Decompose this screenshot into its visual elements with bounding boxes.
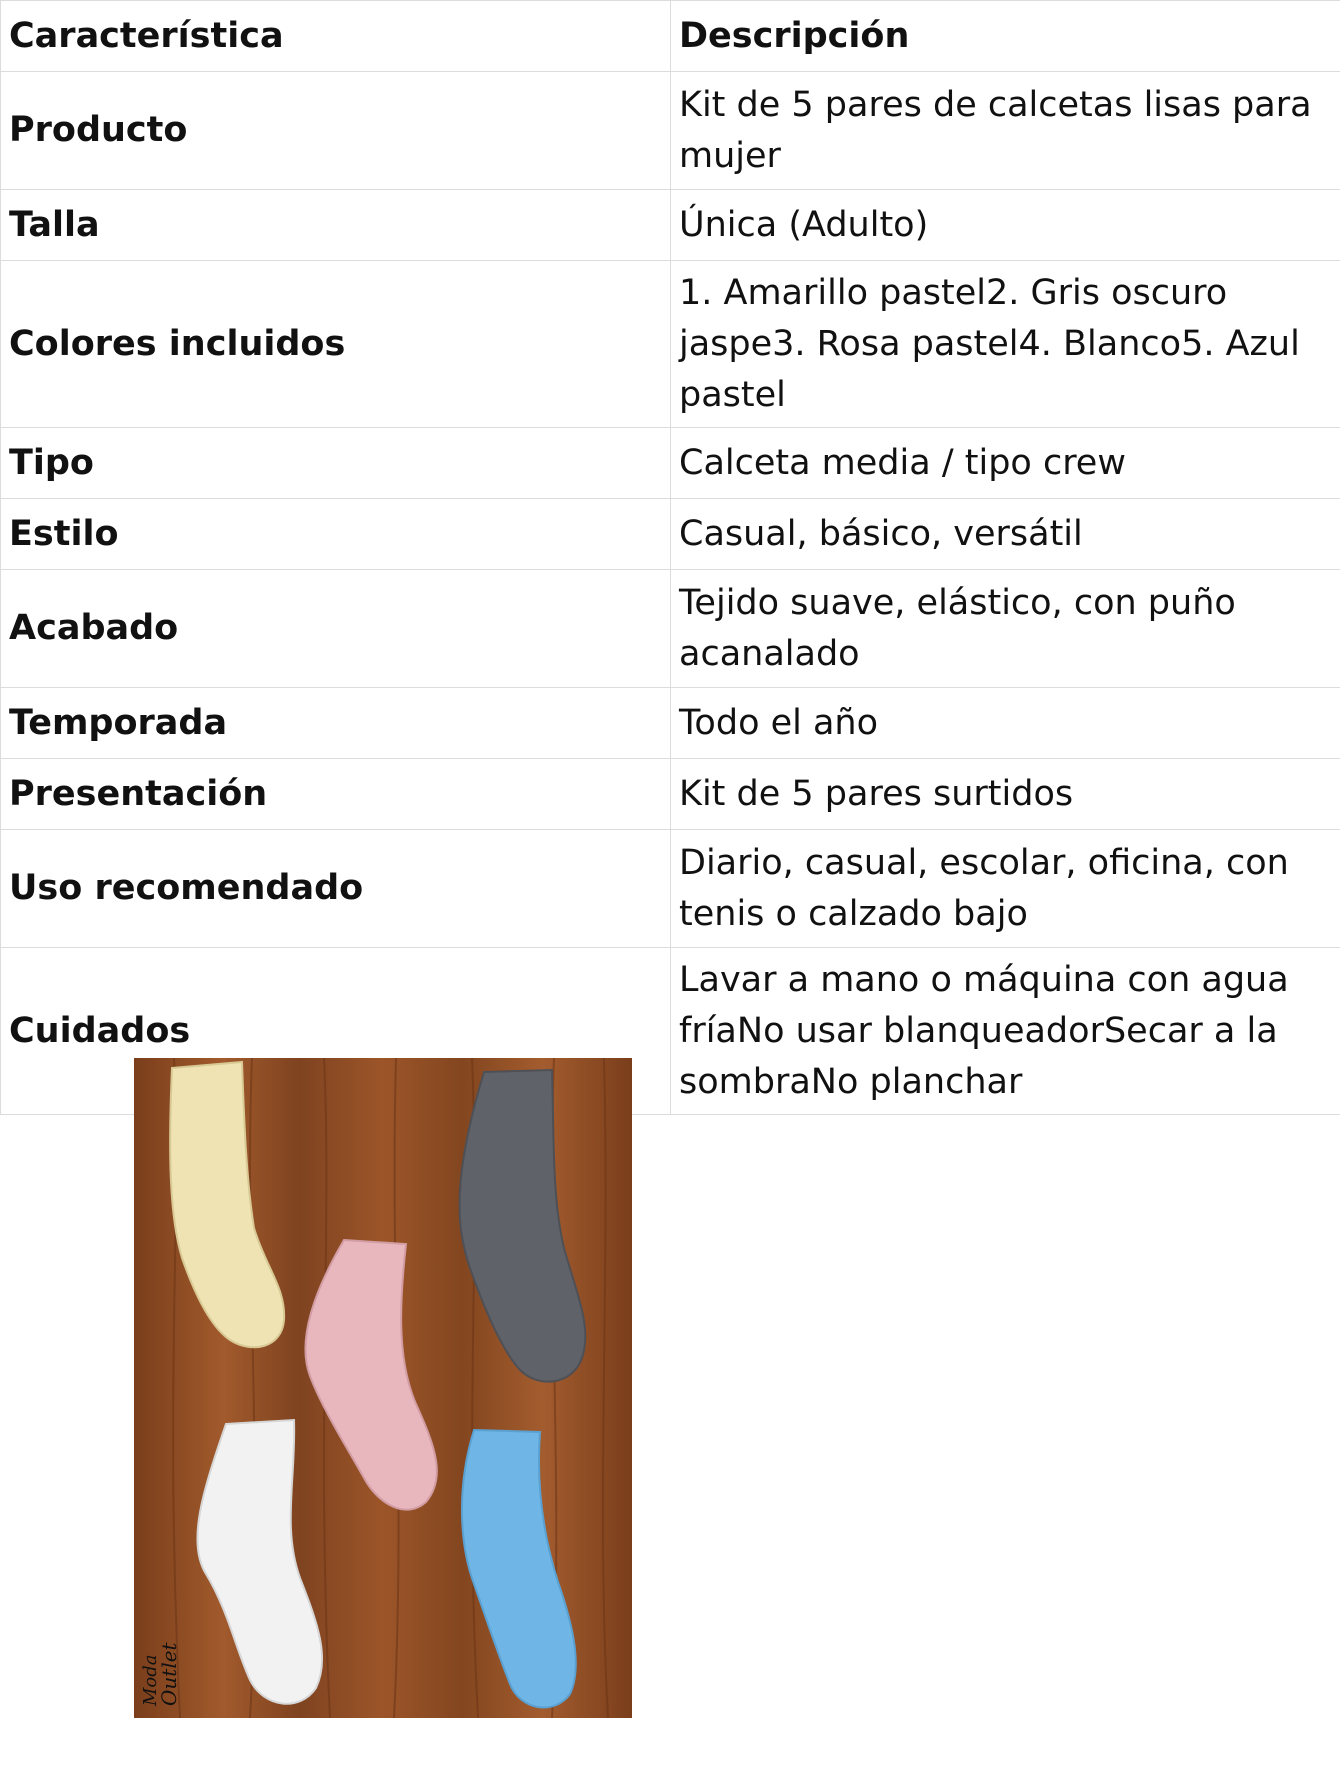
row-value: Casual, básico, versátil [671,499,1340,570]
row-key: Cuidados [1,948,671,1115]
table-row [1,72,1340,190]
row-key: Talla [1,190,671,261]
row-value: Calceta media / tipo crew [671,428,1340,499]
table-row [1,759,1340,830]
row-value: Diario, casual, escolar, oficina, con tenis o calzado bajo [671,830,1340,948]
row-value: Kit de 5 pares surtidos [671,759,1340,830]
header-descripcion: Descripción [671,1,1340,72]
row-key: Producto [1,72,671,190]
socks-illustration [134,1058,632,1718]
row-key: Tipo [1,428,671,499]
row-value: Todo el año [671,688,1340,759]
row-key: Acabado [1,570,671,688]
table-row [1,570,1340,688]
row-key: Uso recomendado [1,830,671,948]
watermark-line2: Outlet [157,1642,181,1706]
table-header-row [1,1,1340,72]
table-row [1,261,1340,428]
table-row [1,688,1340,759]
header-caracteristica: Característica [1,1,671,72]
row-value: Kit de 5 pares de calcetas lisas para mujer [671,72,1340,190]
product-photo [134,1058,632,1718]
table-row [1,190,1340,261]
watermark-line1: Moda [140,1654,161,1706]
row-key: Colores incluidos [1,261,671,428]
row-key: Estilo [1,499,671,570]
row-value: Única (Adulto) [671,190,1340,261]
table-row [1,499,1340,570]
table-row [1,830,1340,948]
table-row [1,428,1340,499]
row-value: Tejido suave, elástico, con puño acanalado [671,570,1340,688]
row-value: 1. Amarillo pastel2. Gris oscuro jaspe3. Rosa pastel4. Blanco5. Azul pastel [671,261,1340,428]
row-value: Lavar a mano o máquina con agua fríaNo usar blanqueadorSecar a la sombraNo planchar [671,948,1340,1115]
row-key: Presentación [1,759,671,830]
row-key: Temporada [1,688,671,759]
